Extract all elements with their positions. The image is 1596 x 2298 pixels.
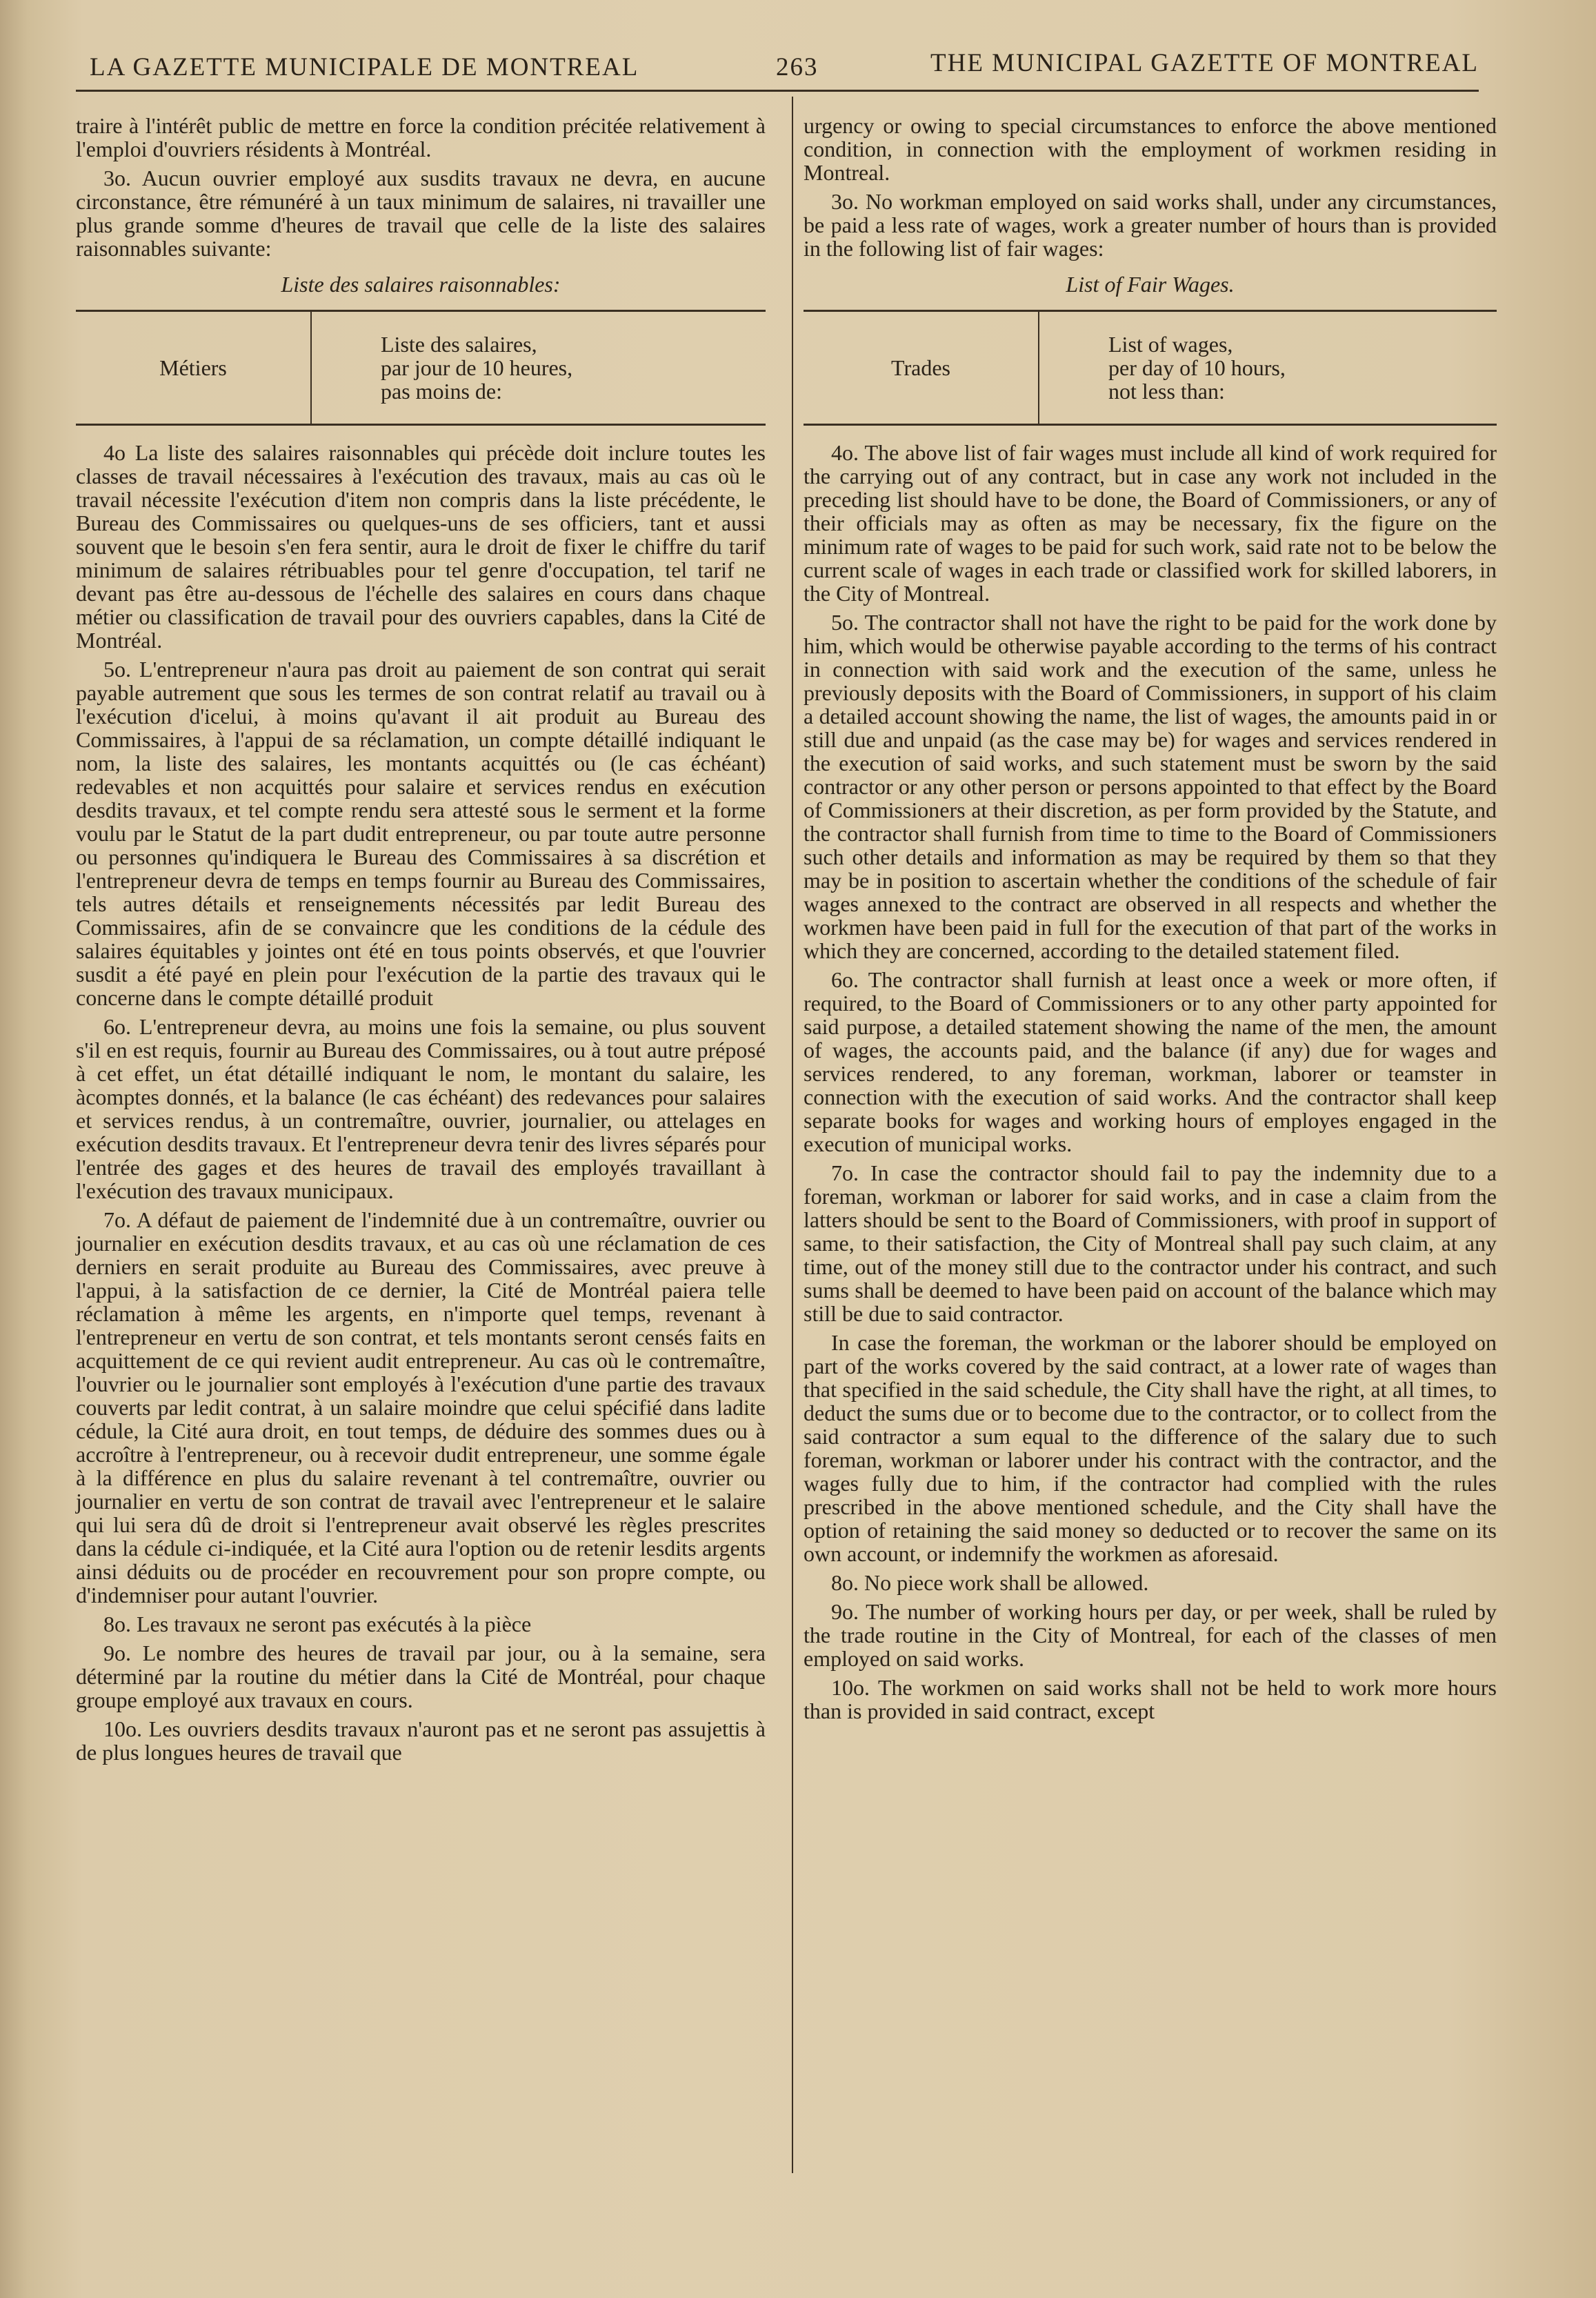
- paragraph-6: 6o. L'entrepreneur devra, au moins une fois la semaine, ou plus souvent s'il en est requis, fournir au Bureau des Commissaires, ou à tout autre préposé à cet effet, un état détaillé indiquant le nom, le montant du salaire, les àcomptes donnés, et la balance (le cas échéant) des redevances pour salaires et services rendus, à un contremaître, ouvrier, journalier, ou attelages en exécution desdits travaux. Et l'entrepreneur devra tenir des livres séparés pour l'entrée des gages et des heures de travail des employés travaillant à l'exécution des travaux municipaux.: [76, 1014, 766, 1203]
- paragraph-6: 6o. The contractor shall furnish at least once a week or more often, if required, to the Board of Commissioners or to any other party appointed for said purpose, a detailed statement showing the name of the men, the amount of wages, the accounts paid, and the balance (if any) due for wages and services rendered, to any foreman, workman, laborer or teamster in connection with the execution of said works. And the contractor shall keep separate books for wages and working hours of employes engaged in the execution of municipal works.: [804, 967, 1497, 1156]
- paragraph-9: 9o. Le nombre des heures de travail par jour, ou à la semaine, sera déterminé par la routine du métier dans la Cité de Montréal, pour chaque groupe employé aux travaux en cours.: [76, 1641, 766, 1712]
- wages-table: [804, 310, 1497, 426]
- paragraph-5: 5o. L'entrepreneur n'aura pas droit au paiement de son contrat qui serait payable autrement que sous les termes de son contrat relatif au travail ou à l'exécution d'icelui, à moins qu'avant il ait produit au Bureau des Commissaires, à l'appui de sa réclamation, un compte détaillé indiquant le nom, la liste des salaires, les montants acquittés ou (le cas échéant) redevables et non acquittés pour salaire et services rendus en exécution desdits travaux, et tel compte rendu sera attesté sous le serment et la forme voulu par le Statut de la part dudit entrepreneur, ou par toute autre personne ou personnes qu'indiquera le Bureau des Commissaires à sa discrétion et l'entrepreneur devra de temps en temps fournir au Bureau des Commissaires, tels autres détails et renseignements nécessités par ledit Bureau des Commissaires, afin de se convaincre que les conditions de la cédule des salaires équitables y jointes ont été en tous points observés, et que l'ouvrier susdit a été payé en plein pour l'exécution de la partie des travaux qui le concerne dans le compte détaillé produit: [76, 657, 766, 1010]
- wages-table-wages-header: [311, 311, 766, 425]
- wages-header-line: per day of 10 hours,: [1108, 355, 1286, 380]
- column-divider: [792, 97, 793, 2173]
- wages-header-line: pas moins de:: [381, 379, 502, 404]
- paragraph-7: 7o. A défaut de paiement de l'indemnité due à un contremaître, ouvrier ou journalier en exécution desdits travaux, et au cas où une réclamation de ces derniers en serait produite au Bureau des Commissaires, avec preuve à l'appui, à la satisfaction de ce dernier, la Cité de Montréal paiera telle réclamation à même les argents, en n'importe quel temps, revenant à l'entrepreneur en vertu de son contrat, et tels montants seront censés faits en acquittement de ce qui revient audit entrepreneur. Au cas où le contremaître, l'ouvrier ou le journalier sont employés à l'exécution d'une partie des travaux couverts par ledit contrat, à un salaire moindre que celui spécifié dans ladite cédule, la Cité aura droit, en tout temps, de déduire des sommes dues ou à accroître à l'entrepreneur, ou à recevoir dudit entrepreneur, une somme égale à la différence en plus du salaire revenant à tel contremaître, ouvrier ou journalier en vertu de son contrat de travail avec l'entrepreneur et le salaire qui lui sera dû de droit si l'entrepreneur avait observé les règles prescrites dans la cédule ci-indiquée, et la Cité aura l'option ou de retenir lesdits argents ainsi déduits ou de procéder en recouvrement pour son propre compte, ou d'indemniser pour autant l'ouvrier.: [76, 1207, 766, 1607]
- wages-header-line: not less than:: [1108, 379, 1225, 404]
- page-header: [76, 43, 1479, 91]
- page-number: 263: [776, 53, 819, 81]
- paragraph-7b: In case the foreman, the workman or the laborer should be employed on part of the works covered by the said contract, at a lower rate of wages than that specified in the said schedule, the City shall have the right, at all times, to deduct the sums due or to become due to the contractor, or to collect from the said contractor a sum equal to the difference of the salary due to such foreman, workman or laborer under his contract with the contractor, and the wages fully due to him, if the contractor had complied with the rules prescribed in the above mentioned schedule, and the City shall have the option of retaining the said money so deducted or to recover the same on its own account, or indemnify the workmen as aforesaid.: [804, 1330, 1497, 1566]
- wages-header-line: Liste des salaires,: [381, 332, 537, 357]
- paragraph-8: 8o. No piece work shall be allowed.: [831, 1570, 1149, 1595]
- wages-table-trades-header: Trades: [804, 311, 1039, 425]
- wages-header-line: List of wages,: [1108, 332, 1233, 357]
- wages-table-wages-header: [1039, 311, 1497, 425]
- paragraph-4: 4o La liste des salaires raisonnables qui précède doit inclure toutes les classes de travail nécessaires à l'exécution des travaux, mais au cas où le travail nécessite l'exécution d'item non compris dans la liste précédente, le Bureau des Commissaires ou quelques-uns de ses officiers, tant et aussi souvent que le besoin s'en fera sentir, aura le droit de fixer le chiffre du tarif minimum de salaires rétribuables pour tel genre d'occupation, tel tarif ne devant pas être au-dessous de l'échelle des salaires en cours dans chaque métier ou classification de travail pour des ouvriers capables, dans la Cité de Montréal.: [76, 440, 766, 653]
- paragraph-8: 8o. Les travaux ne seront pas exécutés à la pièce: [103, 1612, 532, 1636]
- wages-table-trades-header: Métiers: [76, 311, 311, 425]
- paragraph-10: 10o. The workmen on said works shall not be held to work more hours than is provided in said contract, except: [804, 1675, 1497, 1723]
- header-rule: [76, 90, 1479, 92]
- wages-header-line: par jour de 10 heures,: [381, 355, 573, 380]
- french-column: [76, 114, 766, 1770]
- paragraph-5: 5o. The contractor shall not have the right to be paid for the work done by him, which would be otherwise payable according to the terms of his contract in connection with said work and the execution of the same, unless he previously deposits with the Board of Commissioners, in support of his claim a detailed account showing the name, the list of wages, the amounts paid in or still due and unpaid (as the case may be) for wages and services rendered in the execution of said works, and such statement must be sworn by the said contractor or any other person or persons appointed to that effect by the Board of Commissioners at their discretion, as per form provided by the Statute, and the contractor shall furnish from time to time to the Board of Commissioners such other details and information as may be required by them so that they may be in position to ascertain whether the conditions of the schedule of fair wages annexed to the contract are observed in all respects and whether the workmen have been paid in full for the execution of that part of the works in which they are concerned, according to the detailed statement filed.: [804, 610, 1497, 963]
- header-title-french: LA GAZETTE MUNICIPALE DE MONTREAL: [90, 53, 639, 81]
- english-column: [804, 114, 1497, 1728]
- paragraph-7: 7o. In case the contractor should fail to pay the indemnity due to a foreman, workman or laborer for said works, and in case a claim from the latters should be sent to the Board of Commissioners, with proof in support of same, to their satisfaction, the City of Montreal shall pay such claim, at any time, out of the money still due to the contractor under his contract, and such sums shall be deemed to have been paid on account of the balance which may still be due to said contractor.: [804, 1160, 1497, 1326]
- paragraph-continued: urgency or owing to special circumstances to enforce the above mentioned condition, in connection with the employment of workmen residing in Montreal.: [804, 113, 1497, 185]
- paragraph-10: 10o. Les ouvriers desdits travaux n'auront pas et ne seront pas assujettis à de plus longues heures de travail que: [76, 1716, 766, 1765]
- paragraph-3: 3o. No workman employed on said works shall, under any circumstances, be paid a less rate of wages, work a greater number of hours than is provided in the following list of fair wages:: [804, 189, 1497, 261]
- header-title-english: THE MUNICIPAL GAZETTE OF MONTREAL: [930, 49, 1479, 77]
- paragraph-3: 3o. Aucun ouvrier employé aux susdits travaux ne devra, en aucune circonstance, être rémunéré à un taux minimum de salaires, ni travailler une plus grande somme d'heures de travail que celle de la liste des salaires raisonnables suivante:: [76, 166, 766, 261]
- wages-table-caption: List of Fair Wages.: [1066, 272, 1235, 297]
- paragraph-9: 9o. The number of working hours per day, or per week, shall be ruled by the trade routine in the City of Montreal, for each of the classes of men employed on said works.: [804, 1599, 1497, 1671]
- paragraph-4: 4o. The above list of fair wages must include all kind of work required for the carrying out of any contract, but in case any work not included in the preceding list should have to be done, the Board of Commissioners, or any of their officials may as often as may be necessary, fix the figure on the minimum rate of wages to be paid for such work, said rate not to be below the current scale of wages in each trade or classified work for skilled laborers, in the City of Montreal.: [804, 440, 1497, 606]
- wages-table: [76, 310, 766, 426]
- paragraph-continued: traire à l'intérêt public de mettre en force la condition précitée relativement à l'emploi d'ouvriers résidents à Montréal.: [76, 113, 766, 161]
- wages-table-caption: Liste des salaires raisonnables:: [281, 272, 561, 297]
